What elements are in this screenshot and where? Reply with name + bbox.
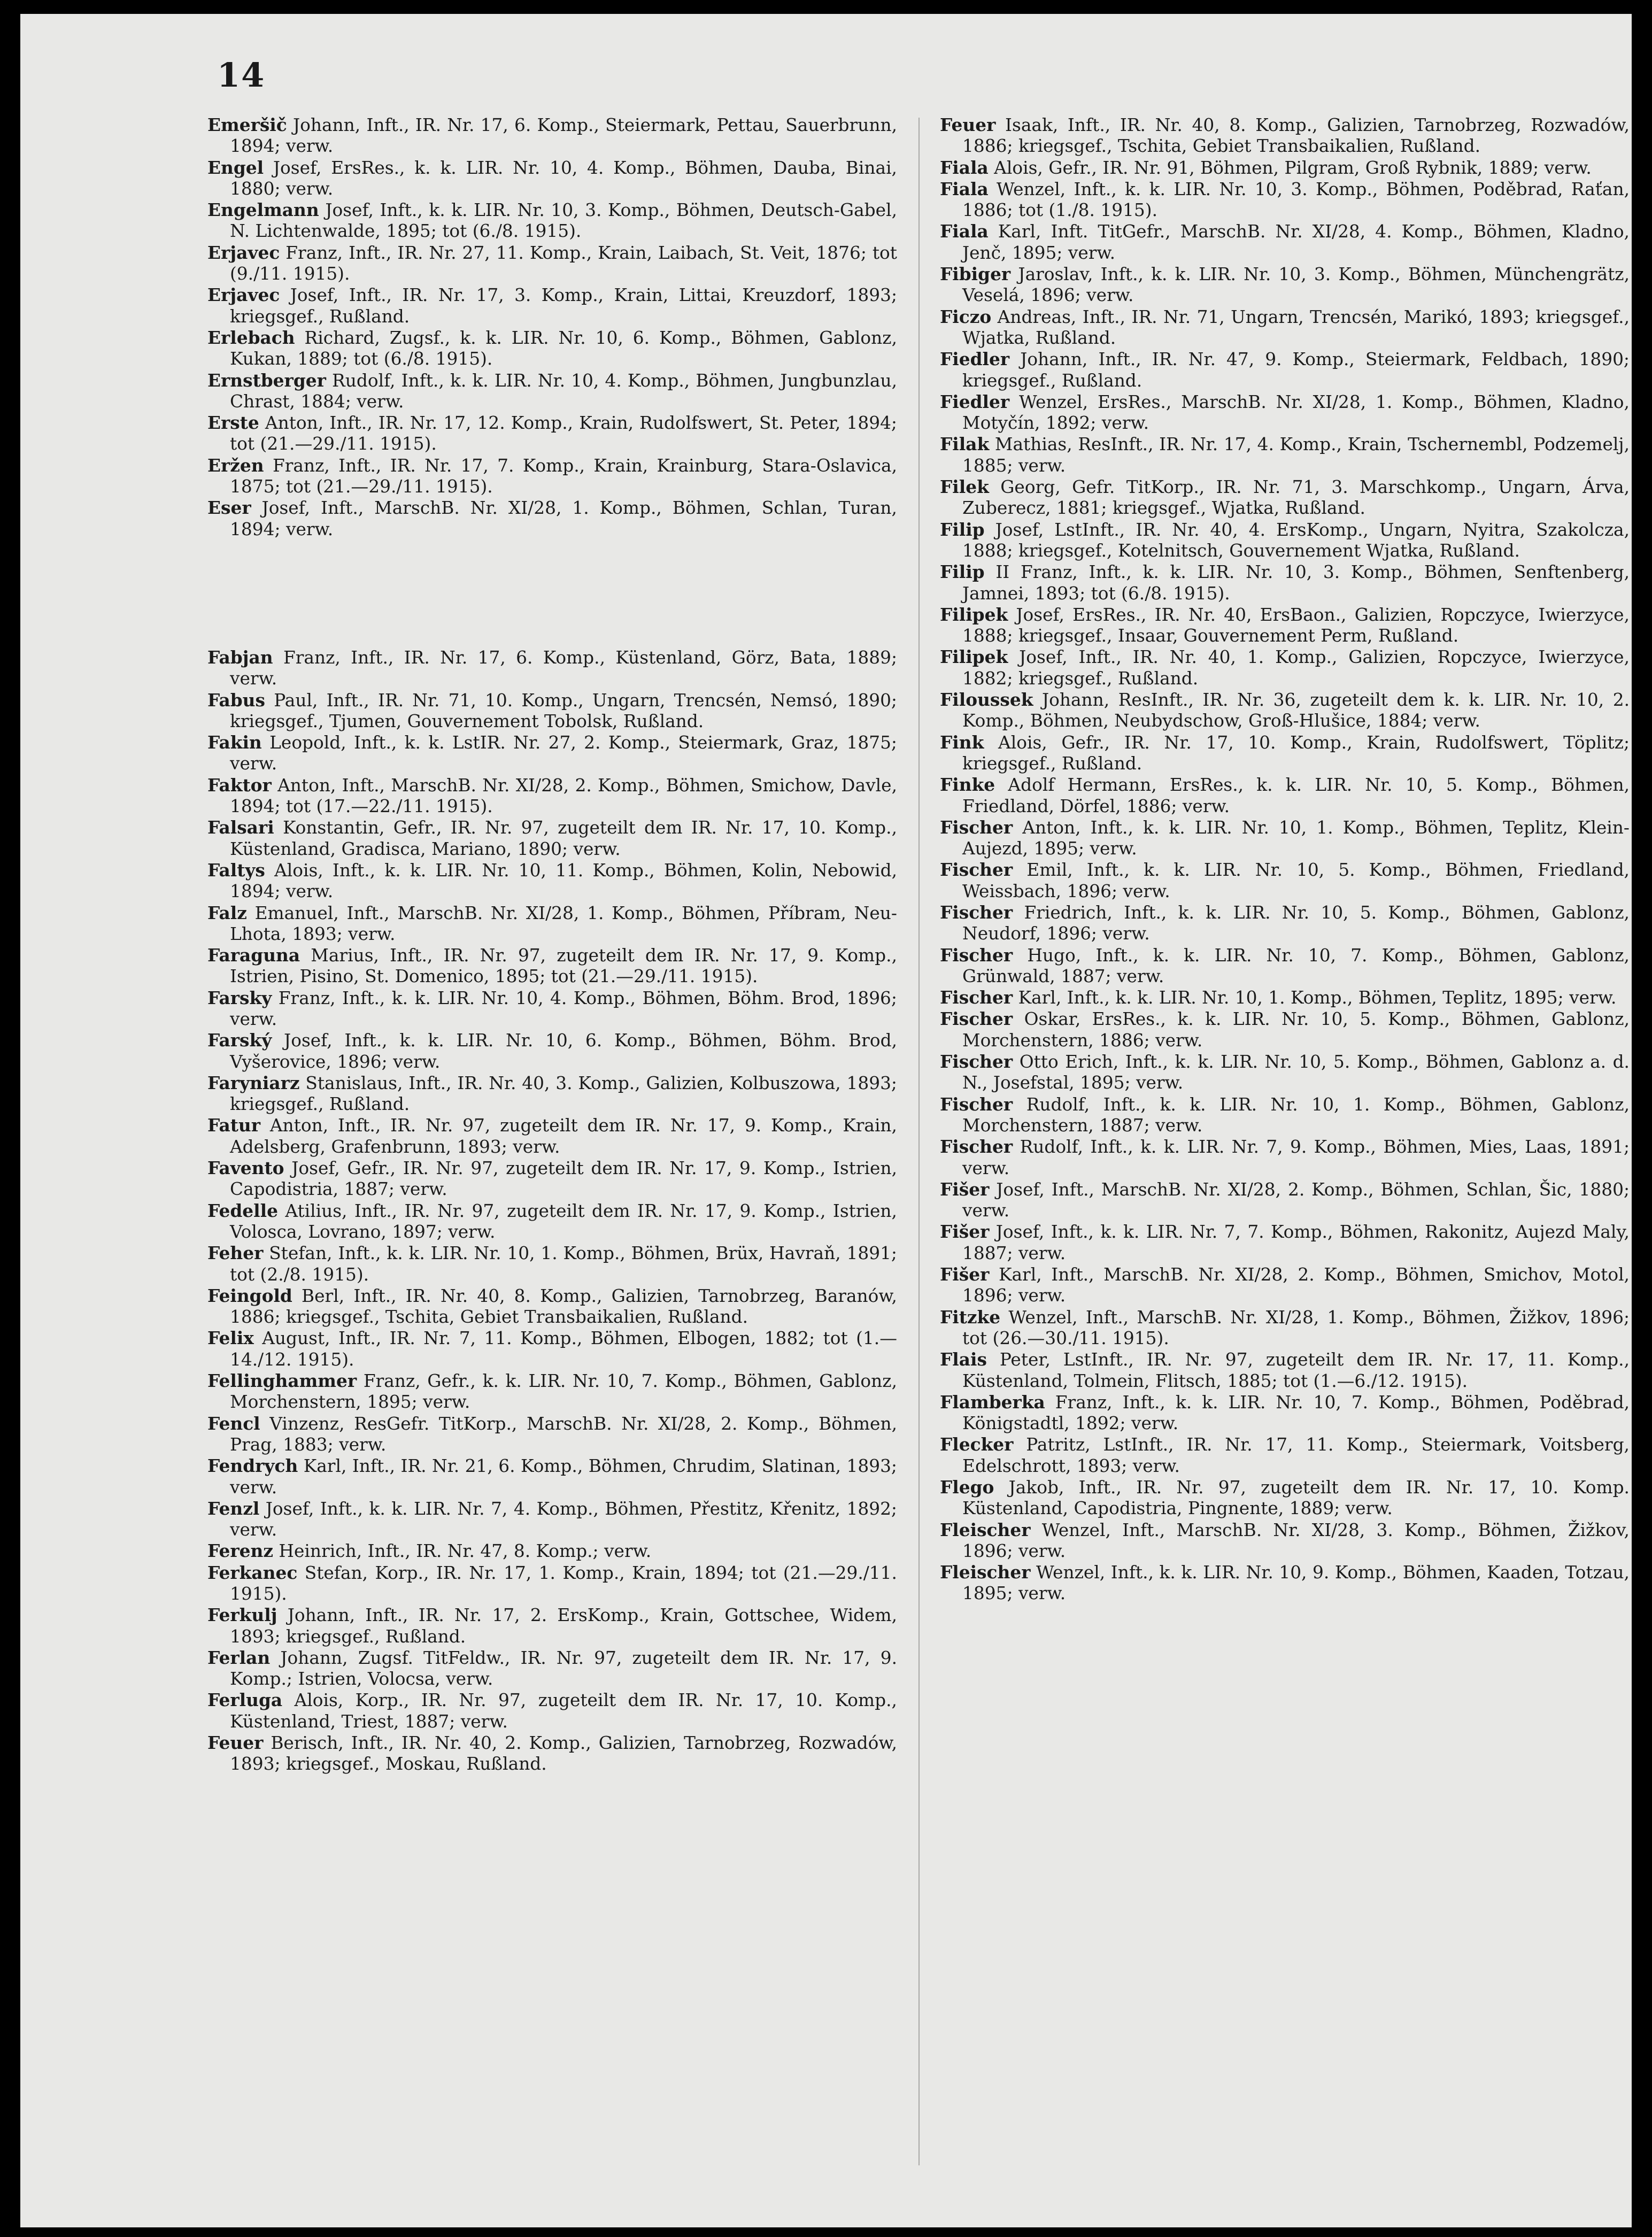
entry-surname: Ferkulj bbox=[207, 1605, 277, 1626]
entry-surname: Fitzke bbox=[940, 1306, 1001, 1328]
entry-details: Josef, Gefr., IR. Nr. 97, zugeteilt dem IR. Nr. 17, 9. Komp., Istrien, Capodistria, 1887; verw. bbox=[230, 1158, 897, 1200]
entry-surname: Fišer bbox=[940, 1178, 990, 1200]
entry-surname: Flamberka bbox=[940, 1391, 1045, 1413]
entry-surname: Filip bbox=[940, 561, 985, 583]
register-entry bbox=[940, 987, 1630, 1008]
entry-surname: Erjavec bbox=[207, 242, 280, 263]
entry-surname: Eržen bbox=[207, 454, 264, 476]
entry-details: Stanislaus, Inft., IR. Nr. 40, 3. Komp., Galizien, Kolbuszowa, 1893; kriegsgef., Rußland. bbox=[230, 1073, 897, 1115]
entry-surname: Fink bbox=[940, 731, 984, 753]
entry-surname: Fakin bbox=[207, 732, 262, 753]
entry-surname: Falsari bbox=[207, 817, 274, 838]
register-entry bbox=[940, 349, 1630, 391]
entry-details: Heinrich, Inft., IR. Nr. 47, 8. Komp.; verw. bbox=[279, 1541, 652, 1562]
entry-surname: Filip bbox=[940, 519, 985, 540]
entry-details: Peter, LstInft., IR. Nr. 97, zugeteilt dem IR. Nr. 17, 11. Komp., Küstenland, Tolmein, Flitsch, 1885; tot (1.—6./12. 1915). bbox=[962, 1349, 1630, 1391]
entry-surname: Faraguna bbox=[207, 945, 300, 966]
document-page bbox=[20, 14, 1632, 2227]
register-entry bbox=[207, 1073, 897, 1115]
entry-surname: Erste bbox=[207, 412, 259, 434]
entry-surname: Fatur bbox=[207, 1115, 261, 1136]
entry-details: Anton, Inft., IR. Nr. 97, zugeteilt dem IR. Nr. 17, 9. Komp., Krain, Adelsberg, Grafenbrunn, 1893; verw. bbox=[230, 1115, 897, 1157]
entry-details: Karl, Inft., MarschB. Nr. XI/28, 2. Komp., Böhmen, Smichov, Motol, 1896; verw. bbox=[962, 1264, 1630, 1306]
register-entry bbox=[207, 1158, 897, 1200]
entry-surname: Fabjan bbox=[207, 646, 273, 668]
entry-surname: Engel bbox=[207, 157, 264, 178]
register-entry bbox=[940, 1307, 1630, 1349]
register-entry bbox=[207, 945, 897, 988]
register-entry bbox=[207, 284, 897, 327]
entry-details: Anton, Inft., k. k. LIR. Nr. 10, 1. Komp., Böhmen, Teplitz, Klein-Aujezd, 1895; verw. bbox=[962, 817, 1630, 859]
entry-surname: Feuer bbox=[940, 114, 996, 135]
entry-details: Hugo, Inft., k. k. LIR. Nr. 10, 7. Komp., Böhmen, Gablonz, Grünwald, 1887; verw. bbox=[962, 945, 1630, 986]
register-entry bbox=[940, 646, 1630, 689]
entry-surname: Fischer bbox=[940, 816, 1013, 838]
entry-surname: Farsky bbox=[207, 987, 272, 1008]
register-entry bbox=[940, 902, 1630, 945]
entry-details: Berisch, Inft., IR. Nr. 40, 2. Komp., Galizien, Tarnobrzeg, Rozwadów, 1893; kriegsgef., Moskau, Rußland. bbox=[230, 1733, 897, 1775]
section-gap bbox=[207, 540, 897, 647]
register-entry bbox=[940, 1264, 1630, 1307]
entry-details: Karl, Inft. TitGefr., MarschB. Nr. XI/28, 4. Komp., Böhmen, Kladno, Jenč, 1895; verw. bbox=[962, 221, 1630, 263]
entry-surname: Fibiger bbox=[940, 264, 1011, 285]
entry-surname: Fiala bbox=[940, 178, 989, 199]
entry-details: Johann, Inft., IR. Nr. 47, 9. Komp., Steiermark, Feldbach, 1890; kriegsgef., Rußland. bbox=[962, 349, 1630, 391]
entry-details: Josef, ErsRes., k. k. LIR. Nr. 10, 4. Komp., Böhmen, Dauba, Binai, 1880; verw. bbox=[230, 157, 897, 199]
entry-details: Alois, Korp., IR. Nr. 97, zugeteilt dem IR. Nr. 17, 10. Komp., Küstenland, Triest, 1887; verw. bbox=[230, 1690, 897, 1732]
entry-details: Otto Erich, Inft., k. k. LIR. Nr. 10, 5. Komp., Böhmen, Gablonz a. d. N., Josefstal, 1895; verw. bbox=[962, 1052, 1630, 1093]
entry-surname: Ferenz bbox=[207, 1540, 273, 1562]
entry-surname: Ferluga bbox=[207, 1690, 283, 1711]
entry-details: Franz, Gefr., k. k. LIR. Nr. 10, 7. Komp., Böhmen, Gablonz, Morchenstern, 1895; verw. bbox=[230, 1371, 897, 1413]
entry-details: Marius, Inft., IR. Nr. 97, zugeteilt dem IR. Nr. 17, 9. Komp., Istrien, Pisino, St. Domenico, 1895; tot (21.—29./11. 1915). bbox=[230, 945, 897, 987]
register-entry bbox=[940, 1477, 1630, 1519]
register-entry bbox=[207, 1455, 897, 1498]
entry-details: Wenzel, Inft., k. k. LIR. Nr. 10, 3. Komp., Böhmen, Poděbrad, Raťan, 1886; tot (1./8. 1915). bbox=[962, 179, 1630, 221]
register-entry bbox=[940, 434, 1630, 476]
register-entry bbox=[207, 1498, 897, 1541]
entry-details: Josef, Inft., k. k. LIR. Nr. 10, 3. Komp., Böhmen, Deutsch-Gabel, N. Lichtenwalde, 1895; tot (6./8. 1915). bbox=[230, 200, 897, 242]
entry-surname: Fiala bbox=[940, 221, 989, 242]
entry-details: Josef, Inft., IR. Nr. 40, 1. Komp., Galizien, Ropczyce, Iwierzyce, 1882; kriegsgef., Rußland. bbox=[962, 647, 1630, 689]
entry-surname: Eser bbox=[207, 497, 251, 519]
entry-details: Josef, Inft., IR. Nr. 17, 3. Komp., Krain, Littai, Kreuzdorf, 1893; kriegsgef., Rußland. bbox=[230, 285, 897, 327]
entry-group-f bbox=[207, 647, 897, 1775]
entry-surname: Filek bbox=[940, 476, 989, 498]
entry-surname: Filak bbox=[940, 434, 990, 455]
register-entry bbox=[940, 1434, 1630, 1477]
entry-details: Paul, Inft., IR. Nr. 71, 10. Komp., Ungarn, Trencsén, Nemsó, 1890; kriegsgef., Tjumen, Gouvernement Tobolsk, Rußland. bbox=[230, 690, 897, 731]
entry-surname: Fiala bbox=[940, 157, 989, 178]
entry-details: Oskar, ErsRes., k. k. LIR. Nr. 10, 5. Komp., Böhmen, Gablonz, Morchenstern, 1886; verw. bbox=[962, 1009, 1630, 1051]
register-entry bbox=[207, 370, 897, 413]
entry-surname: Fiedler bbox=[940, 391, 1010, 412]
register-entry bbox=[207, 732, 897, 775]
register-entry bbox=[940, 179, 1630, 221]
register-entry bbox=[207, 1285, 897, 1328]
register-entry bbox=[207, 1540, 897, 1562]
entry-surname: Filipek bbox=[940, 604, 1008, 625]
register-entry bbox=[940, 561, 1630, 604]
entry-details: August, Inft., IR. Nr. 7, 11. Komp., Böhmen, Elbogen, 1882; tot (1.—14./12. 1915). bbox=[230, 1328, 897, 1370]
entry-surname: Fischer bbox=[940, 1136, 1013, 1158]
entry-surname: Fellinghammer bbox=[207, 1370, 357, 1392]
entry-surname: Fischer bbox=[940, 901, 1013, 923]
register-entry bbox=[207, 1200, 897, 1243]
page-number: 14 bbox=[217, 56, 266, 95]
entry-details: Konstantin, Gefr., IR. Nr. 97, zugeteilt dem IR. Nr. 17, 10. Komp., Küstenland, Gradisca, Mariano, 1890; verw. bbox=[230, 817, 897, 859]
entry-details: Wenzel, Inft., k. k. LIR. Nr. 10, 9. Komp., Böhmen, Kaaden, Totzau, 1895; verw. bbox=[962, 1562, 1630, 1604]
entry-details: Atilius, Inft., IR. Nr. 97, zugeteilt dem IR. Nr. 17, 9. Komp., Istrien, Volosca, Lovrano, 1897; verw. bbox=[230, 1200, 897, 1242]
entry-details: II Franz, Inft., k. k. LIR. Nr. 10, 3. Komp., Böhmen, Senftenberg, Jamnei, 1893; tot (6./8. 1915). bbox=[962, 562, 1630, 604]
register-entry bbox=[207, 199, 897, 242]
entry-details: Leopold, Inft., k. k. LstIR. Nr. 27, 2. Komp., Steiermark, Graz, 1875; verw. bbox=[230, 732, 897, 774]
entry-details: Josef, ErsRes., IR. Nr. 40, ErsBaon., Galizien, Ropczyce, Iwierzyce, 1888; kriegsgef., Insaar, Gouvernement Perm, Rußland. bbox=[962, 604, 1630, 646]
entry-details: Franz, Inft., IR. Nr. 17, 7. Komp., Krain, Krainburg, Stara-Oslavica, 1875; tot (21.—29./11. 1915). bbox=[230, 455, 897, 497]
entry-surname: Fenzl bbox=[207, 1498, 260, 1519]
register-entry bbox=[940, 859, 1630, 902]
entry-group-e bbox=[207, 114, 897, 540]
register-entry bbox=[940, 1094, 1630, 1137]
entry-surname: Engelmann bbox=[207, 199, 319, 221]
entry-details: Josef, Inft., k. k. LIR. Nr. 7, 4. Komp., Böhmen, Přestitz, Křenitz, 1892; verw. bbox=[230, 1498, 897, 1540]
entry-details: Vinzenz, ResGefr. TitKorp., MarschB. Nr. XI/28, 2. Komp., Böhmen, Prag, 1883; verw. bbox=[230, 1413, 897, 1455]
entry-surname: Fischer bbox=[940, 944, 1013, 966]
entry-details: Josef, Inft., k. k. LIR. Nr. 10, 6. Komp., Böhmen, Böhm. Brod, Vyšerovice, 1896; verw. bbox=[230, 1030, 897, 1072]
entry-surname: Fischer bbox=[940, 1093, 1013, 1115]
entry-surname: Felix bbox=[207, 1328, 254, 1349]
register-entry bbox=[940, 1051, 1630, 1094]
register-entry bbox=[207, 455, 897, 498]
entry-surname: Fiedler bbox=[940, 349, 1010, 370]
entry-surname: Erjavec bbox=[207, 284, 280, 306]
entry-surname: Fischer bbox=[940, 1008, 1013, 1030]
entry-details: Emil, Inft., k. k. LIR. Nr. 10, 5. Komp., Böhmen, Friedland, Weissbach, 1896; verw. bbox=[962, 860, 1630, 901]
register-entry bbox=[207, 412, 897, 455]
register-entry bbox=[940, 1008, 1630, 1051]
register-entry bbox=[940, 114, 1630, 157]
entry-surname: Flais bbox=[940, 1349, 987, 1370]
entry-surname: Falz bbox=[207, 902, 247, 923]
entry-details: Isaak, Inft., IR. Nr. 40, 8. Komp., Galizien, Tarnobrzeg, Rozwadów, 1886; kriegsgef., Tschita, Gebiet Transbaikalien, Rußland. bbox=[962, 115, 1630, 157]
entry-surname: Fišer bbox=[940, 1264, 990, 1285]
register-entry bbox=[207, 497, 897, 540]
register-entry bbox=[207, 690, 897, 732]
entry-details: Wenzel, ErsRes., MarschB. Nr. XI/28, 1. Komp., Böhmen, Kladno, Motyčín, 1892; verw. bbox=[962, 391, 1630, 434]
entry-details: Josef, Inft., MarschB. Nr. XI/28, 1. Komp., Böhmen, Schlan, Turan, 1894; verw. bbox=[230, 498, 897, 539]
register-entry bbox=[940, 476, 1630, 519]
entry-details: Wenzel, Inft., MarschB. Nr. XI/28, 3. Komp., Böhmen, Žižkov, 1896; verw. bbox=[962, 1519, 1630, 1561]
entry-details: Stefan, Korp., IR. Nr. 17, 1. Komp., Krain, 1894; tot (21.—29./11. 1915). bbox=[230, 1562, 897, 1604]
register-entry bbox=[207, 775, 897, 817]
entry-details: Andreas, Inft., IR. Nr. 71, Ungarn, Trencsén, Marikó, 1893; kriegsgef., Wjatka, Rußland. bbox=[962, 306, 1630, 348]
entry-surname: Ferkanec bbox=[207, 1562, 298, 1583]
entry-surname: Fischer bbox=[940, 987, 1013, 1008]
entry-surname: Faltys bbox=[207, 859, 265, 881]
entry-details: Berl, Inft., IR. Nr. 40, 8. Komp., Galizien, Tarnobrzeg, Baranów, 1886; kriegsgef., Tschita, Gebiet Transbaikalien, Rußland. bbox=[230, 1285, 897, 1328]
entry-surname: Fendrych bbox=[207, 1455, 298, 1477]
entry-details: Karl, Inft., IR. Nr. 21, 6. Komp., Böhmen, Chrudim, Slatinan, 1893; verw. bbox=[230, 1456, 897, 1498]
entry-details: Karl, Inft., k. k. LIR. Nr. 10, 1. Komp., Böhmen, Teplitz, 1895; verw. bbox=[1018, 988, 1617, 1008]
register-entry bbox=[940, 604, 1630, 647]
register-entry bbox=[207, 1732, 897, 1775]
entry-details: Josef, LstInft., IR. Nr. 40, 4. ErsKomp., Ungarn, Nyitra, Szakolcza, 1888; kriegsgef., Kotelnitsch, Gouvernement Wjatka, Rußland. bbox=[962, 519, 1630, 561]
register-entry bbox=[207, 1370, 897, 1413]
left-column bbox=[207, 114, 897, 1775]
entry-details: Richard, Zugsf., k. k. LIR. Nr. 10, 6. Komp., Böhmen, Gablonz, Kukan, 1889; tot (6./8. 1915). bbox=[230, 327, 897, 369]
entry-details: Georg, Gefr. TitKorp., IR. Nr. 71, 3. Marschkomp., Ungarn, Árva, Zuberecz, 1881; kriegsgef., Wjatka, Rußland. bbox=[962, 477, 1630, 519]
entry-details: Anton, Inft., MarschB. Nr. XI/28, 2. Komp., Böhmen, Smichow, Davle, 1894; tot (17.—22./11. 1915). bbox=[230, 775, 897, 817]
register-entry bbox=[940, 221, 1630, 264]
register-entry bbox=[940, 157, 1630, 179]
entry-details: Wenzel, Inft., MarschB. Nr. XI/28, 1. Komp., Böhmen, Žižkov, 1896; tot (26.—30./11. 1915). bbox=[962, 1307, 1630, 1348]
register-entry bbox=[940, 1221, 1630, 1264]
entry-details: Emanuel, Inft., MarschB. Nr. XI/28, 1. Komp., Böhmen, Příbram, Neu-Lhota, 1893; verw. bbox=[230, 902, 897, 944]
register-entry bbox=[940, 306, 1630, 349]
entry-details: Franz, Inft., k. k. LIR. Nr. 10, 7. Komp., Böhmen, Poděbrad, Königstadtl, 1892; verw. bbox=[962, 1392, 1630, 1434]
register-entry bbox=[940, 774, 1630, 817]
register-entry bbox=[940, 945, 1630, 988]
register-entry bbox=[940, 1349, 1630, 1392]
register-entry bbox=[940, 1179, 1630, 1222]
entry-details: Franz, Inft., k. k. LIR. Nr. 10, 4. Komp., Böhmen, Böhm. Brod, 1896; verw. bbox=[230, 988, 897, 1029]
entry-details: Adolf Hermann, ErsRes., k. k. LIR. Nr. 10, 5. Komp., Böhmen, Friedland, Dörfel, 1886; verw. bbox=[962, 775, 1630, 816]
entry-surname: Flego bbox=[940, 1477, 994, 1498]
register-entry bbox=[940, 732, 1630, 775]
register-entry bbox=[940, 817, 1630, 860]
entry-surname: Feingold bbox=[207, 1285, 292, 1306]
entry-details: Patritz, LstInft., IR. Nr. 17, 11. Komp., Steiermark, Voitsberg, Edelschrott, 1893; verw. bbox=[962, 1434, 1630, 1476]
entry-details: Mathias, ResInft., IR. Nr. 17, 4. Komp., Krain, Tschernembl, Podzemelj, 1885; verw. bbox=[962, 434, 1630, 476]
entry-surname: Faryniarz bbox=[207, 1072, 300, 1093]
register-entry bbox=[207, 1605, 897, 1647]
entry-details: Anton, Inft., IR. Nr. 17, 12. Komp., Krain, Rudolfswert, St. Peter, 1894; tot (21.—29./11. 1915). bbox=[230, 413, 897, 454]
register-entry bbox=[940, 264, 1630, 306]
register-entry bbox=[207, 1328, 897, 1370]
entry-surname: Flecker bbox=[940, 1434, 1014, 1455]
entry-details: Alois, Gefr., IR. Nr. 17, 10. Komp., Krain, Rudolfswert, Töplitz; kriegsgef., Rußland. bbox=[962, 732, 1630, 774]
entry-details: Jaroslav, Inft., k. k. LIR. Nr. 10, 3. Komp., Böhmen, Münchengrätz, Veselá, 1896; verw. bbox=[962, 264, 1630, 306]
entry-details: Stefan, Inft., k. k. LIR. Nr. 10, 1. Komp., Böhmen, Brüx, Havraň, 1891; tot (2./8. 1915). bbox=[230, 1243, 897, 1285]
entry-group-f-continued bbox=[940, 114, 1630, 1605]
entry-surname: Erlebach bbox=[207, 327, 295, 348]
entry-surname: Fleischer bbox=[940, 1519, 1031, 1540]
entry-details: Alois, Inft., k. k. LIR. Nr. 10, 11. Komp., Böhmen, Kolin, Nebowid, 1894; verw. bbox=[230, 860, 897, 902]
entry-surname: Feuer bbox=[207, 1732, 264, 1754]
register-entry bbox=[207, 1115, 897, 1158]
entry-details: Franz, Inft., IR. Nr. 27, 11. Komp., Krain, Laibach, St. Veit, 1876; tot (9./11. 1915). bbox=[230, 242, 897, 284]
entry-surname: Emeršič bbox=[207, 114, 287, 135]
register-entry bbox=[207, 647, 897, 690]
right-column bbox=[940, 114, 1630, 1605]
entry-surname: Filipek bbox=[940, 646, 1008, 668]
entry-details: Rudolf, Inft., k. k. LIR. Nr. 10, 4. Komp., Böhmen, Jungbunzlau, Chrast, 1884; verw. bbox=[230, 370, 897, 412]
register-entry bbox=[940, 689, 1630, 732]
register-entry bbox=[207, 327, 897, 370]
entry-details: Johann, Zugsf. TitFeldw., IR. Nr. 97, zugeteilt dem IR. Nr. 17, 9. Komp.; Istrien, Volocsa, verw. bbox=[230, 1647, 897, 1690]
entry-details: Johann, Inft., IR. Nr. 17, 2. ErsKomp., Krain, Gottschee, Widem, 1893; kriegsgef., Rußland. bbox=[230, 1605, 897, 1647]
entry-surname: Finke bbox=[940, 774, 995, 796]
register-entry bbox=[207, 1243, 897, 1285]
register-entry bbox=[207, 157, 897, 200]
entry-details: Franz, Inft., IR. Nr. 17, 6. Komp., Küstenland, Görz, Bata, 1889; verw. bbox=[230, 647, 897, 689]
entry-details: Rudolf, Inft., k. k. LIR. Nr. 7, 9. Komp., Böhmen, Mies, Laas, 1891; verw. bbox=[962, 1137, 1630, 1178]
entry-details: Rudolf, Inft., k. k. LIR. Nr. 10, 1. Komp., Böhmen, Gablonz, Morchenstern, 1887; verw. bbox=[962, 1094, 1630, 1136]
entry-surname: Feher bbox=[207, 1243, 264, 1264]
entry-surname: Fencl bbox=[207, 1413, 260, 1434]
entry-surname: Fišer bbox=[940, 1221, 990, 1243]
entry-details: Friedrich, Inft., k. k. LIR. Nr. 10, 5. Komp., Böhmen, Gablonz, Neudorf, 1896; verw. bbox=[962, 902, 1630, 944]
entry-surname: Fabus bbox=[207, 689, 265, 711]
register-entry bbox=[940, 1519, 1630, 1562]
entry-details: Josef, Inft., MarschB. Nr. XI/28, 2. Komp., Böhmen, Schlan, Šic, 1880; verw. bbox=[962, 1179, 1630, 1221]
entry-surname: Ferlan bbox=[207, 1647, 271, 1668]
register-entry bbox=[207, 902, 897, 945]
register-entry bbox=[207, 1413, 897, 1456]
register-entry bbox=[207, 1562, 897, 1605]
entry-surname: Faktor bbox=[207, 774, 272, 796]
register-entry bbox=[940, 1392, 1630, 1434]
entry-surname: Favento bbox=[207, 1158, 284, 1179]
entry-details: Jakob, Inft., IR. Nr. 97, zugeteilt dem IR. Nr. 17, 10. Komp. Küstenland, Capodistria, Pingnente, 1889; verw. bbox=[962, 1477, 1630, 1519]
entry-surname: Fischer bbox=[940, 1051, 1013, 1073]
entry-details: Johann, ResInft., IR. Nr. 36, zugeteilt dem k. k. LIR. Nr. 10, 2. Komp., Böhmen, Neubydschow, Groß-Hlušice, 1884; verw. bbox=[962, 690, 1630, 731]
register-entry bbox=[207, 1647, 897, 1690]
entry-surname: Fischer bbox=[940, 859, 1013, 881]
entry-surname: Ficzo bbox=[940, 306, 992, 327]
entry-surname: Fedelle bbox=[207, 1200, 278, 1221]
register-entry bbox=[207, 860, 897, 902]
entry-details: Johann, Inft., IR. Nr. 17, 6. Komp., Steiermark, Pettau, Sauerbrunn, 1894; verw. bbox=[230, 115, 897, 157]
register-entry bbox=[207, 817, 897, 860]
entry-details: Josef, Inft., k. k. LIR. Nr. 7, 7. Komp., Böhmen, Rakonitz, Aujezd Maly, 1887; verw. bbox=[962, 1222, 1630, 1263]
register-entry bbox=[940, 519, 1630, 562]
entry-surname: Filoussek bbox=[940, 689, 1033, 711]
register-entry bbox=[207, 114, 897, 157]
register-entry bbox=[207, 1690, 897, 1732]
register-entry bbox=[207, 242, 897, 285]
register-entry bbox=[207, 988, 897, 1030]
register-entry bbox=[940, 1562, 1630, 1605]
entry-surname: Farský bbox=[207, 1030, 272, 1051]
entry-details: Alois, Gefr., IR. Nr. 91, Böhmen, Pilgram, Groß Rybnik, 1889; verw. bbox=[994, 157, 1592, 178]
register-entry bbox=[940, 1136, 1630, 1179]
entry-surname: Fleischer bbox=[940, 1562, 1031, 1583]
register-entry bbox=[940, 391, 1630, 434]
register-entry bbox=[207, 1030, 897, 1073]
entry-surname: Ernstberger bbox=[207, 369, 326, 391]
